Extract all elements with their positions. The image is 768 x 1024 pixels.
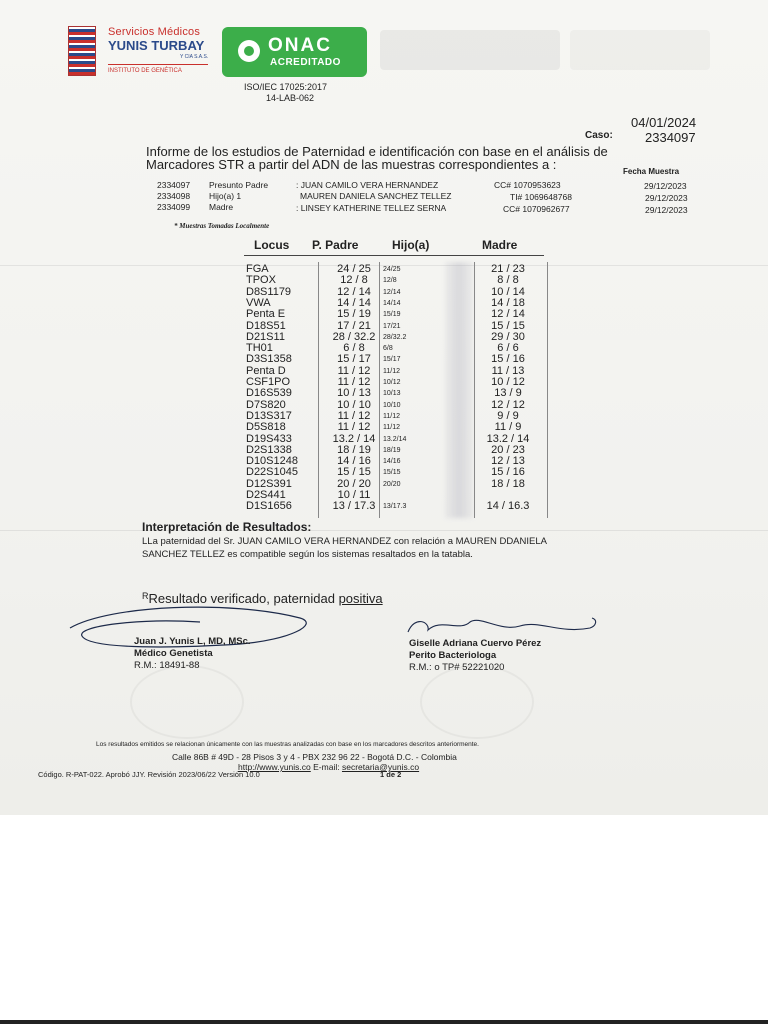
padre-cell: 20 / 20 — [337, 477, 371, 490]
lab-name-line2: YUNIS TURBAY — [108, 38, 205, 53]
madre-cell: 6 / 6 — [497, 342, 519, 355]
locus-cell: TPOX — [246, 274, 276, 287]
hijo-cell: 28/32.2 — [383, 333, 407, 341]
case-number: 2334097 — [645, 130, 696, 145]
padre-cell: 15 / 15 — [337, 466, 371, 479]
padre-cell: 12 / 8 — [340, 274, 368, 287]
interpretation-prefix: L — [142, 536, 148, 547]
hijo-cell: 12/14 — [383, 288, 401, 296]
footer-email-label: E-mail: — [313, 762, 340, 772]
madre-cell: 14 / 18 — [491, 296, 525, 309]
hijo-cell: 6/8 — [383, 345, 393, 353]
hijo-cell: 12/8 — [383, 277, 397, 285]
hijo-cell: 11/12 — [383, 367, 400, 375]
madre-cell: 20 / 23 — [491, 443, 525, 456]
madre-cell: 11 / 9 — [494, 421, 522, 434]
sample-date-header: Fecha Muestra — [623, 167, 680, 176]
hijo-cell: 15/17 — [383, 356, 401, 364]
hijo-cell: 18/19 — [383, 446, 401, 454]
locus-cell: D1S1656 — [246, 500, 292, 513]
faded-stamp — [420, 665, 534, 739]
hijo-cell: 10/10 — [383, 401, 401, 409]
col-header-locus: Locus — [254, 238, 290, 252]
hijo-cell: 14/14 — [383, 299, 401, 307]
locus-cell: D8S1179 — [246, 285, 292, 298]
participant-role: Presunto Padre — [209, 180, 269, 190]
participant-sample-date: 29/12/2023 — [644, 181, 687, 191]
col-header-madre: Madre — [482, 238, 518, 252]
lab-accreditation-code: 14-LAB-062 — [266, 93, 315, 103]
madre-cell: 11 / 13 — [491, 364, 525, 377]
interpretation-title: Interpretación de Resultados: — [142, 520, 312, 534]
madre-cell: 13 / 9 — [494, 387, 522, 400]
locus-cell: D7S820 — [246, 398, 286, 411]
padre-cell: 13 / 17.3 — [332, 500, 376, 513]
samples-note: * Muestras Tomadas Localmente — [174, 222, 270, 230]
madre-cell: 12 / 13 — [491, 455, 525, 468]
footer-page-number: 1 de 2 — [380, 770, 402, 779]
result-text: Resultado verificado, paternidad — [148, 591, 339, 606]
madre-cell: 15 / 16 — [491, 353, 525, 366]
signer-2-name: Giselle Adriana Cuervo Pérez — [409, 638, 542, 649]
participant-code: 2334097 — [157, 180, 191, 190]
participant-name: : LINSEY KATHERINE TELLEZ SERNA — [296, 203, 447, 213]
hijo-cell: 20/20 — [383, 480, 401, 488]
padre-cell: 11 / 12 — [337, 376, 371, 388]
madre-cell: 21 / 23 — [491, 263, 525, 275]
locus-cell: D21S11 — [246, 330, 285, 343]
locus-cell: D5S818 — [246, 421, 286, 434]
padre-cell: 15 / 17 — [337, 353, 371, 366]
hijo-cell: 10/13 — [383, 390, 401, 398]
padre-cell: 10 / 11 — [337, 489, 371, 501]
madre-cell: 14 / 16.3 — [486, 500, 530, 513]
lab-name-line3: Y CIA S.A.S. — [180, 54, 209, 60]
locus-cell: D16S539 — [246, 387, 292, 400]
footer-doc-code: Código. R-PAT-022. Aprobó JJY. Revisión 2023/06/22 Versión 10.0 — [38, 770, 260, 779]
hijo-cell: 10/12 — [383, 379, 401, 386]
padre-cell: 11 / 12 — [337, 421, 371, 434]
signer-1-role: Médico Genetista — [134, 648, 213, 659]
hijo-cell: 13.2/14 — [383, 435, 407, 443]
locus-cell: VWA — [246, 296, 271, 309]
interpretation-body: La paternidad del Sr. JUAN CAMILO VERA HERNANDEZ con relación a MAUREN DDANIELA SANCHEZ TELLEZ es compatible según los sistemas resaltados en la tatabla. — [142, 536, 547, 560]
hijo-cell: 11/12 — [383, 424, 400, 432]
madre-cell: 12 / 14 — [491, 308, 525, 321]
madre-cell: 9 / 9 — [497, 409, 519, 422]
participant-name: : JUAN CAMILO VERA HERNANDEZ — [296, 180, 439, 190]
participant-doc: CC# 1070953623 — [494, 180, 561, 190]
participant-name: MAUREN DANIELA SANCHEZ TELLEZ — [300, 191, 452, 201]
padre-cell: 28 / 32.2 — [332, 330, 376, 343]
hijo-cell: 14/16 — [383, 458, 401, 466]
footer-email-link[interactable]: secretaria@yunis.co — [341, 762, 420, 772]
hijo-cell: 17/21 — [383, 322, 401, 330]
padre-cell: 15 / 19 — [337, 308, 371, 321]
padre-cell: 12 / 14 — [337, 285, 371, 298]
padre-cell: 24 / 25 — [337, 263, 371, 275]
iso-standard: ISO/IEC 17025:2017 — [244, 82, 328, 92]
locus-cell: D18S51 — [246, 319, 286, 332]
signer-2-registration: R.M.: o TP# 52221020 — [409, 662, 505, 673]
onac-subtitle: ACREDITADO — [270, 57, 341, 68]
locus-cell: CSF1PO — [246, 376, 291, 388]
hijo-cell: 24/25 — [383, 266, 401, 273]
madre-cell: 18 / 18 — [491, 477, 525, 490]
padre-cell: 17 / 21 — [337, 319, 371, 332]
padre-cell: 10 / 13 — [337, 387, 371, 400]
padre-cell: 6 / 8 — [343, 342, 365, 355]
locus-cell: D10S1248 — [246, 455, 298, 468]
lab-institute: INSTITUTO DE GENÉTICA — [108, 68, 182, 74]
participant-doc: CC# 1070962677 — [503, 204, 570, 214]
report-title: Informe de los estudios de Paternidad e identificación con base en el análisis de Marcadores STR a partir del ADN de las muestras correspondientes a : — [146, 144, 608, 172]
footer-address: Calle 86B # 49D - 28 Pisos 3 y 4 - PBX 232 96 22 - Bogotá D.C. - Colombia — [172, 752, 457, 762]
locus-cell: D22S1045 — [246, 466, 298, 479]
madre-cell: 10 / 14 — [491, 285, 525, 298]
madre-cell: 10 / 12 — [491, 376, 525, 388]
lab-name-line1: Servicios Médicos — [108, 26, 201, 38]
col-header-padre: P. Padre — [312, 238, 359, 252]
locus-cell: D2S1338 — [246, 443, 292, 456]
case-label: Caso: — [585, 130, 613, 141]
locus-cell: D12S391 — [246, 477, 292, 490]
participant-doc: TI# 1069648768 — [510, 192, 572, 202]
padre-cell: 11 / 12 — [337, 364, 371, 377]
hijo-cell: 15/15 — [383, 469, 401, 477]
hijo-cell: 15/19 — [383, 311, 401, 319]
col-header-hijo: Hijo(a) — [392, 238, 430, 252]
faded-stamp — [130, 665, 244, 739]
footer-disclaimer: Los resultados emitidos se relacionan únicamente con las muestras analizadas con base en los marcadores descritos anteriormente. — [96, 741, 479, 748]
signer-1-registration: R.M.: 18491-88 — [134, 660, 200, 671]
participant-sample-date: 29/12/2023 — [645, 205, 688, 215]
signer-1-name: Juan J. Yunis L, MD, MSc. — [134, 636, 251, 647]
footer-web-link[interactable]: http://www.yunis.co — [238, 762, 311, 772]
padre-cell: 10 / 10 — [337, 398, 371, 411]
signer-2-role: Perito Bacteriologa — [409, 650, 497, 661]
report-date: 04/01/2024 — [631, 115, 697, 130]
hijo-cell: 11/12 — [383, 412, 400, 420]
padre-cell: 14 / 16 — [337, 455, 371, 468]
onac-title: ONAC — [268, 35, 332, 56]
locus-cell: D13S317 — [246, 409, 292, 422]
participant-code: 2334099 — [157, 202, 191, 212]
madre-cell: 15 / 16 — [491, 466, 525, 479]
hijo-cell: 13/17.3 — [383, 503, 407, 511]
padre-cell: 18 / 19 — [337, 443, 371, 456]
madre-cell: 13.2 / 14 — [486, 432, 530, 445]
locus-cell: D19S433 — [246, 432, 292, 445]
participant-sample-date: 29/12/2023 — [645, 193, 688, 203]
participant-role: Madre — [209, 202, 234, 212]
madre-cell: 12 / 12 — [491, 398, 525, 411]
madre-cell: 8 / 8 — [497, 274, 519, 287]
locus-cell: FGA — [246, 263, 269, 275]
locus-cell: D3S1358 — [246, 353, 292, 366]
padre-cell: 11 / 12 — [337, 409, 371, 422]
locus-cell: Penta D — [246, 364, 286, 377]
signature-2-icon — [408, 618, 596, 632]
locus-cell: TH01 — [246, 342, 273, 355]
madre-cell: 29 / 30 — [491, 330, 525, 343]
bottom-edge — [0, 1020, 768, 1024]
participant-role: Hijo(a) 1 — [209, 191, 242, 201]
result-prefix: R — [142, 591, 149, 601]
padre-cell: 13.2 / 14 — [332, 432, 376, 445]
participant-code: 2334098 — [157, 191, 191, 201]
result-emphasis: positiva — [338, 591, 383, 606]
locus-cell: D2S441 — [246, 489, 286, 501]
locus-cell: Penta E — [246, 308, 286, 321]
madre-cell: 15 / 15 — [491, 319, 525, 332]
padre-cell: 14 / 14 — [337, 296, 371, 309]
